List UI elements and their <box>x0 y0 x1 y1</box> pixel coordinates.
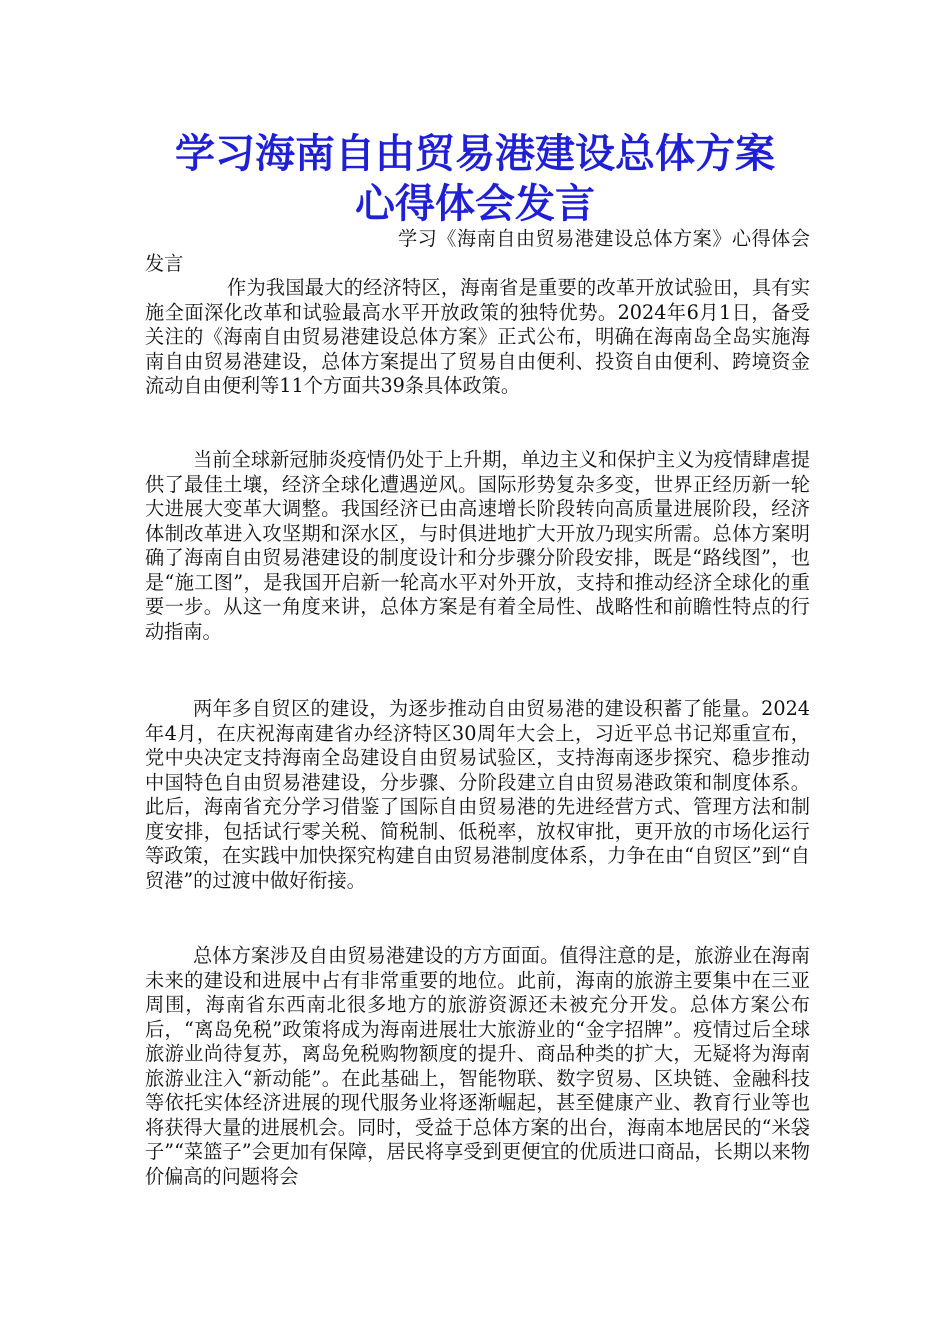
document-title-line2: 心得体会发言 <box>355 181 595 227</box>
document-subtitle: 学习《海南自由贸易港建设总体方案》心得体会发言 <box>145 227 810 275</box>
paragraph-1: 作为我国最大的经济特区，海南省是重要的改革开放试验田，具有实施全面深化改革和试验最高水平开放政策的独特优势。2024年6月1日，备受关注的《海南自由贸易港建设总体方案》正式公布，明确在海南岛全岛实施海南自由贸易港建设，总体方案提出了贸易自由便利、投资自由便利、跨境资金流动自由便利等11个方面共39条具体政策。 <box>145 276 810 397</box>
paragraph-2: 当前全球新冠肺炎疫情仍处于上升期，单边主义和保护主义为疫情肆虐提供了最佳土壤，经济全球化遭遇逆风。国际形势复杂多变，世界正经历新一轮大进展大变革大调整。我国经济已由高速增长阶段转向高质量进展阶段，经济体制改革进入攻坚期和深水区，与时俱进地扩大开放乃现实所需。总体方案明确了海南自由贸易港建设的制度设计和分步骤分阶段安排，既是“路线图”，也是“施工图”，是我国开启新一轮高水平对外开放，支持和推动经济全球化的重要一步。从这一角度来讲，总体方案是有着全局性、战略性和前瞻性特点的行动指南。 <box>145 448 810 643</box>
paragraph-3: 两年多自贸区的建设，为逐步推动自由贸易港的建设积蓄了能量。2024年4月，在庆祝海南建省办经济特区30周年大会上，习近平总书记郑重宣布，党中央决定支持海南全岛建设自由贸易试验区，支持海南逐步探究、稳步推动中国特色自由贸易港建设，分步骤、分阶段建立自由贸易港政策和制度体系。此后，海南省充分学习借鉴了国际自由贸易港的先进经营方式、管理方法和制度安排，包括试行零关税、简税制、低税率，放权审批，更开放的市场化运行等政策，在实践中加快探究构建自由贸易港制度体系，力争在由“自贸区”到“自贸港”的过渡中做好衔接。 <box>145 697 810 892</box>
paragraph-4: 总体方案涉及自由贸易港建设的方方面面。值得注意的是，旅游业在海南未来的建设和进展中占有非常重要的地位。此前，海南的旅游主要集中在三亚周围，海南省东西南北很多地方的旅游资源还未被充分开发。总体方案公布后，“离岛免税”政策将成为海南进展壮大旅游业的“金字招牌”。疫情过后全球旅游业尚待复苏，离岛免税购物额度的提升、商品种类的扩大，无疑将为海南旅游业注入“新动能”。在此基础上，智能物联、数字贸易、区块链、金融科技等依托实体经济进展的现代服务业将逐渐崛起，甚至健康产业、教育行业等也将获得大量的进展机会。同时，受益于总体方案的出台，海南本地居民的“米袋子”“菜篮子”会更加有保障，居民将享受到更便宜的优质进口商品，长期以来物价偏高的问题将会 <box>145 944 810 1188</box>
document-title-line1: 学习海南自由贸易港建设总体方案 <box>175 131 775 177</box>
